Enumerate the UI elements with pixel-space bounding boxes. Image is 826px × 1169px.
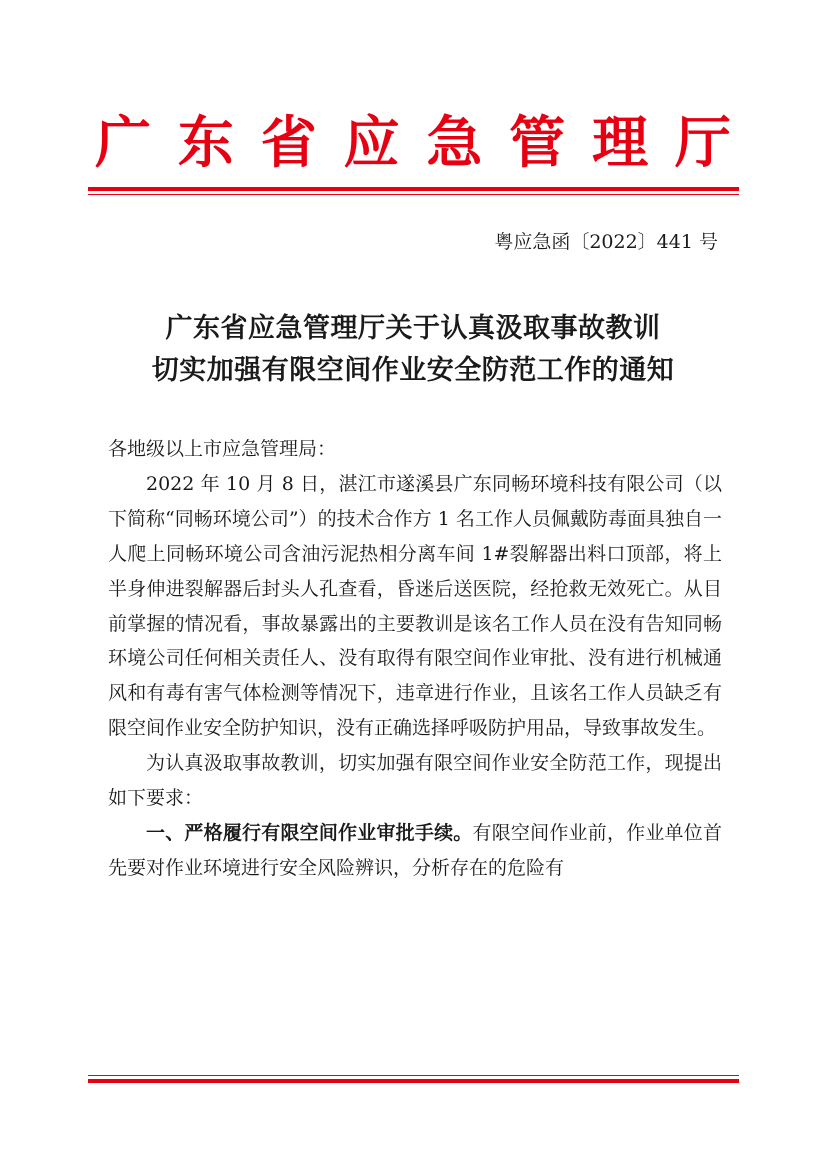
header-char: 急 xyxy=(426,110,483,176)
footer-rule-thin xyxy=(88,1075,739,1076)
header-char: 省 xyxy=(260,110,317,176)
body-paragraph: 为认真汲取事故教训，切实加强有限空间作业安全防范工作，现提出如下要求： xyxy=(108,752,722,810)
document-number: 粤应急函〔2022〕441 号 xyxy=(494,231,718,253)
document-title xyxy=(0,308,826,392)
header-char: 广 xyxy=(95,110,151,176)
section-heading: 一、严格履行有限空间作业审批手续。 xyxy=(146,821,473,844)
header-char: 应 xyxy=(343,110,400,176)
addressee: 各地级以上市应急管理局： xyxy=(108,438,337,460)
document-title-line: 切实加强有限空间作业安全防范工作的通知 xyxy=(151,355,675,386)
footer-rule-thick xyxy=(88,1079,739,1083)
section-text: 有限空间作业前，作业单位首先要对作业环境进行安全风险辨识，分析存在的危险有 xyxy=(108,821,722,879)
header-char: 东 xyxy=(177,110,234,176)
issuing-authority-header xyxy=(95,108,731,178)
document-title-line: 广东省应急管理厅关于认真汲取事故教训 xyxy=(165,313,661,344)
header-rule-thin xyxy=(88,194,739,195)
header-rule-thick xyxy=(88,187,739,191)
body-paragraph xyxy=(108,816,722,886)
document-body xyxy=(108,432,722,886)
header-char: 管 xyxy=(509,110,566,176)
header-char: 厅 xyxy=(674,110,731,176)
body-paragraph: 2022 年 10 月 8 日，湛江市遂溪县广东同畅环境科技有限公司（以下简称“同畅环境公司”）的技术合作方 1 名工作人员佩戴防毒面具独自一人爬上同畅环境公司含油污泥热相分离车间 1#裂解器出料口顶部，将上半身伸进裂解器后封头人孔查看，昏迷后送医院，经抢救无效死亡。从目前掌握的情况看，事故暴露出的主要教训是该名工作人员在没有告知同畅环境公司任何相关责任人、没有取得有限空间作业审批、没有进行机械通风和有毒有害气体检测等情况下，违章进行作业，且该名工作人员缺乏有限空间作业安全防护知识，没有正确选择呼吸防护用品，导致事故发生。 xyxy=(108,472,722,740)
header-char: 理 xyxy=(592,110,649,176)
